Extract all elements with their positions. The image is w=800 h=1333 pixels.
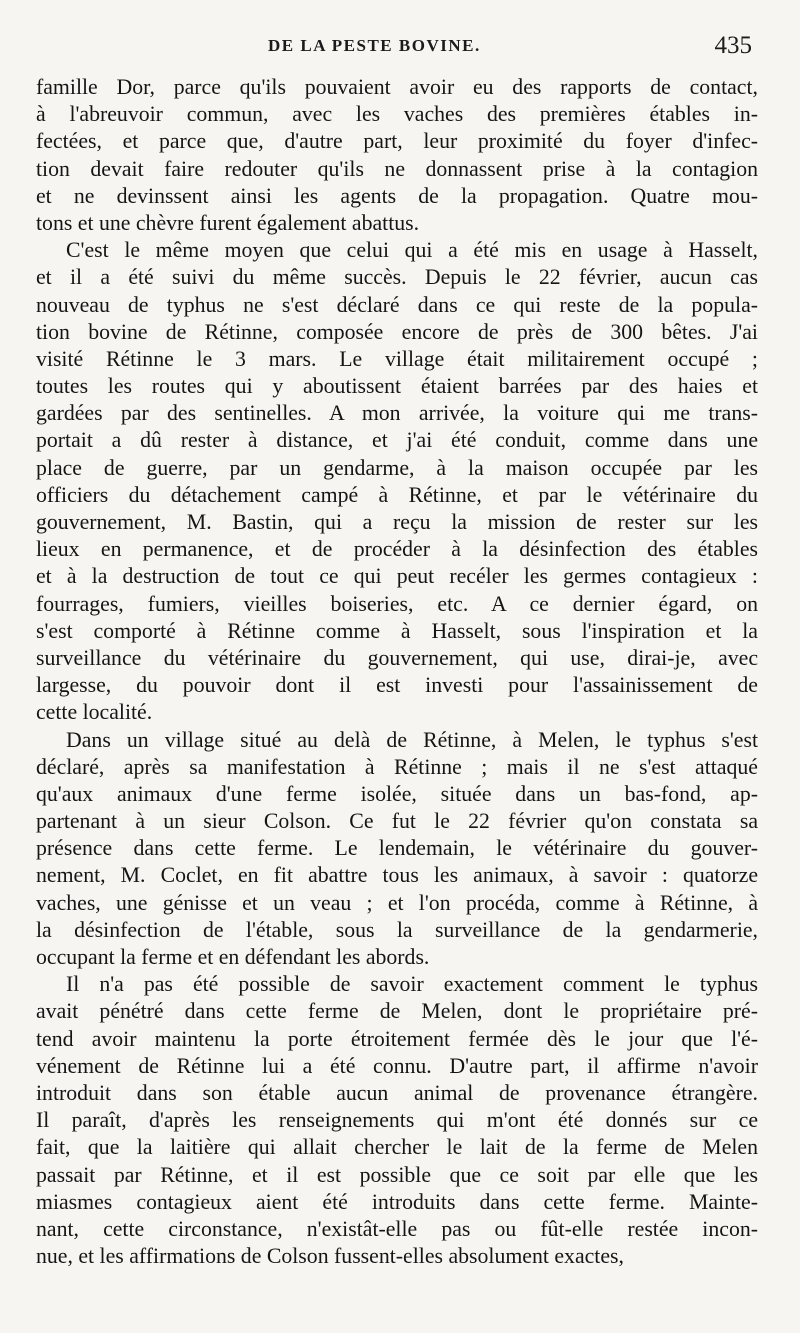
text-line: vénement de Rétinne lui a été connu. D'autre part, il affirme n'avoir bbox=[36, 1053, 758, 1078]
text-line: et à la destruction de tout ce qui peut recéler les germes contagieux : bbox=[36, 564, 758, 589]
page-number: 435 bbox=[714, 32, 752, 59]
text-line: officiers du détachement campé à Rétinne, et par le vétérinaire du bbox=[36, 482, 758, 507]
text-line: occupant la ferme et en défendant les abords. bbox=[36, 945, 430, 969]
text-line: tons et une chèvre furent également abattus. bbox=[36, 210, 420, 235]
text-line: Dans un village situé au delà de Rétinne, à Melen, le typhus s'est bbox=[66, 727, 758, 752]
text-line: place de guerre, par un gendarme, à la maison occupée par les bbox=[36, 455, 758, 480]
text-line: gouvernement, M. Bastin, qui a reçu la mission de rester sur les bbox=[36, 510, 758, 534]
paragraph bbox=[36, 727, 758, 972]
body-text bbox=[36, 74, 758, 1270]
text-line: visité Rétinne le 3 mars. Le village était militairement occupé ; bbox=[36, 346, 758, 371]
text-line: déclaré, après sa manifestation à Rétinne ; mais il ne s'est attaqué bbox=[36, 754, 758, 779]
text-line: cette localité. bbox=[36, 700, 153, 725]
text-line: lieux en permanence, et de procéder à la désinfection des étables bbox=[36, 537, 758, 562]
text-line: Il n'a pas été possible de savoir exactement comment le typhus bbox=[66, 972, 758, 997]
text-line: la désinfection de l'étable, sous la surveillance de la gendarmerie, bbox=[36, 917, 758, 942]
text-line: s'est comporté à Rétinne comme à Hasselt, sous l'inspiration et la bbox=[36, 618, 758, 643]
running-head: DE LA PESTE BOVINE. bbox=[268, 36, 481, 55]
text-line: largesse, du pouvoir dont il est investi pour l'assainissement de bbox=[36, 673, 758, 698]
text-line: introduit dans son étable aucun animal de provenance étrangère. bbox=[36, 1080, 758, 1105]
text-line: avait pénétré dans cette ferme de Melen, dont le propriétaire pré- bbox=[36, 999, 758, 1024]
paragraph bbox=[36, 237, 758, 726]
text-line: à l'abreuvoir commun, avec les vaches des premières étables in- bbox=[36, 102, 758, 127]
text-line: nement, M. Coclet, en fit abattre tous les animaux, à savoir : quatorze bbox=[36, 863, 758, 888]
paragraph bbox=[36, 971, 758, 1270]
paragraph bbox=[36, 74, 758, 237]
text-line: surveillance du vétérinaire du gouvernement, qui use, dirai-je, avec bbox=[36, 645, 758, 670]
text-line: portait a dû rester à distance, et j'ai été conduit, comme dans une bbox=[36, 428, 758, 453]
text-line: gardées par des sentinelles. A mon arrivée, la voiture qui me trans- bbox=[36, 401, 758, 426]
text-line: partenant à un sieur Colson. Ce fut le 22 février qu'on constata sa bbox=[36, 809, 758, 834]
text-line: et il a été suivi du même succès. Depuis le 22 février, aucun cas bbox=[36, 265, 758, 290]
text-line: qu'aux animaux d'une ferme isolée, située dans un bas-fond, ap- bbox=[36, 781, 758, 806]
page-header bbox=[0, 32, 800, 70]
text-line: tion devait faire redouter qu'ils ne donnassent prise à la contagion bbox=[36, 156, 758, 181]
text-line: famille Dor, parce qu'ils pouvaient avoir eu des rapports de contact, bbox=[36, 75, 758, 99]
text-line: vaches, une génisse et un veau ; et l'on procéda, comme à Rétinne, à bbox=[36, 890, 758, 915]
text-line: fait, que la laitière qui allait chercher le lait de la ferme de Melen bbox=[36, 1135, 758, 1160]
text-line: nant, cette circonstance, n'existât-elle pas ou fût-elle restée incon- bbox=[36, 1216, 758, 1241]
text-line: tend avoir maintenu la porte étroitement fermée dès le jour que l'é- bbox=[36, 1026, 758, 1051]
text-line: C'est le même moyen que celui qui a été mis en usage à Hasselt, bbox=[66, 238, 758, 263]
text-line: nue, et les affirmations de Colson fussent-elles absolument exactes, bbox=[36, 1244, 624, 1269]
text-line: toutes les routes qui y aboutissent étaient barrées par des haies et bbox=[36, 374, 758, 399]
text-line: présence dans cette ferme. Le lendemain, le vétérinaire du gouver- bbox=[36, 836, 758, 861]
text-line: tion bovine de Rétinne, composée encore de près de 300 bêtes. J'ai bbox=[36, 319, 758, 344]
text-line: passait par Rétinne, et il est possible que ce soit par elle que les bbox=[36, 1162, 758, 1187]
text-line: miasmes contagieux aient été introduits dans cette ferme. Mainte- bbox=[36, 1189, 758, 1214]
text-line: fourrages, fumiers, vieilles boiseries, etc. A ce dernier égard, on bbox=[36, 591, 758, 616]
text-line: Il paraît, d'après les renseignements qui m'ont été donnés sur ce bbox=[36, 1108, 758, 1133]
text-line: nouveau de typhus ne s'est déclaré dans ce qui reste de la popula- bbox=[36, 292, 758, 317]
text-line: fectées, et parce que, d'autre part, leur proximité du foyer d'infec- bbox=[36, 129, 758, 154]
text-line: et ne devinssent ainsi les agents de la propagation. Quatre mou- bbox=[36, 183, 758, 208]
